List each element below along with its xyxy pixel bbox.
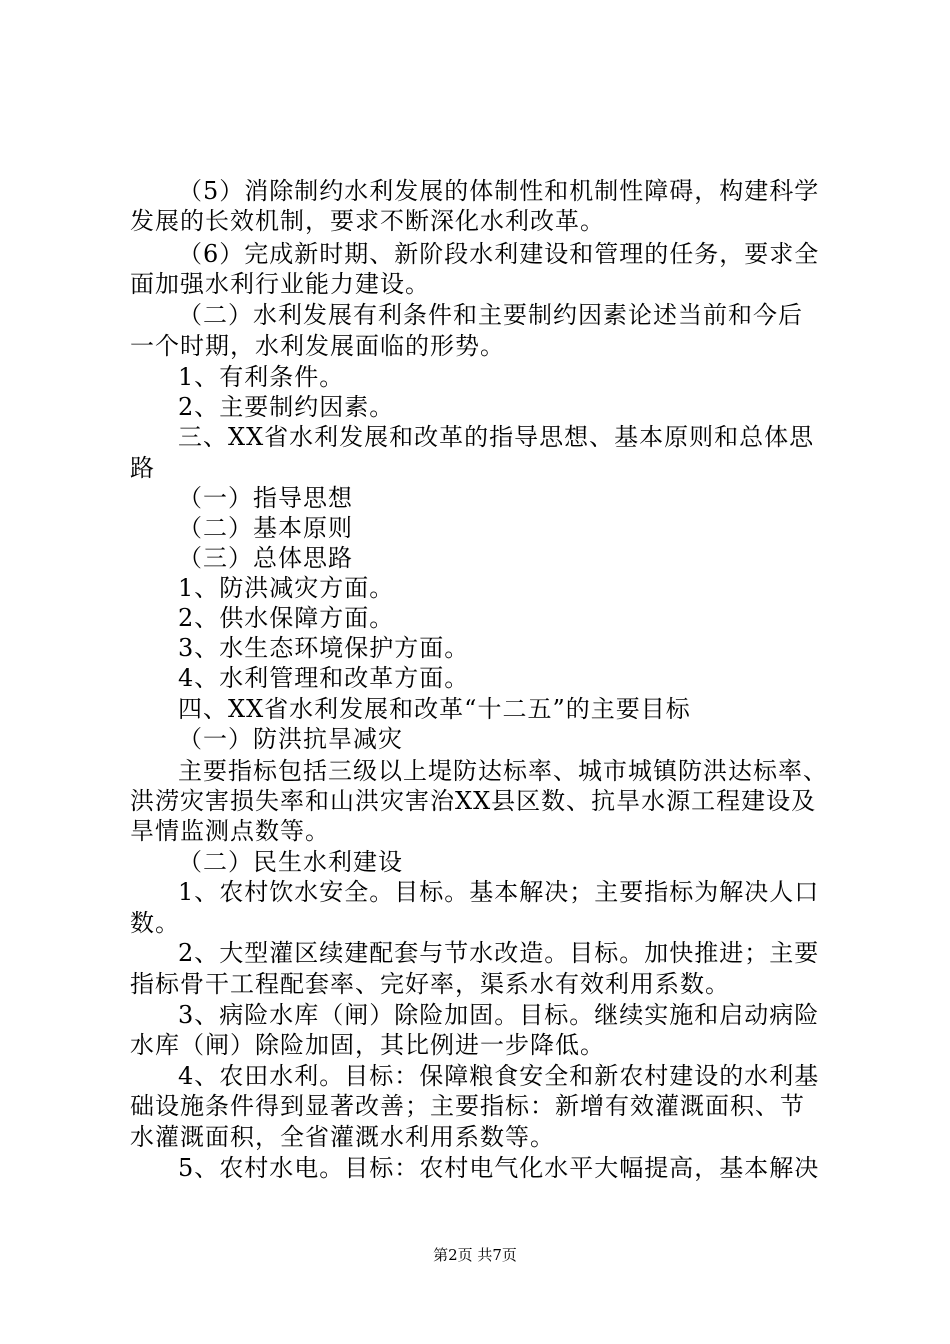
text-line: 水灌溉面积，全省灌溉水利用系数等。 [130, 1123, 555, 1151]
text-line: 5、农村水电。目标：农村电气化水平大幅提高，基本解决 [178, 1154, 820, 1182]
text-line: （二）民生水利建设 [178, 848, 403, 876]
text-line: 三、XX省水利发展和改革的指导思想、基本原则和总体思 [178, 423, 815, 451]
text-line: （一）防洪抗旱减灾 [178, 725, 403, 753]
text-line: 2、大型灌区续建配套与节水改造。目标。加快推进；主要 [178, 939, 820, 967]
page-number-footer: 第2页 共7页 [433, 1246, 517, 1264]
text-line: 数。 [130, 909, 180, 937]
text-line: 1、农村饮水安全。目标。基本解决；主要指标为解决人口 [178, 878, 820, 906]
text-line: 发展的长效机制，要求不断深化水利改革。 [130, 207, 605, 235]
text-line: 3、水生态环境保护方面。 [178, 634, 470, 662]
text-line: 水库（闸）除险加固，其比例进一步降低。 [130, 1031, 605, 1059]
text-line: 2、主要制约因素。 [178, 393, 395, 421]
text-line: （5）消除制约水利发展的体制性和机制性障碍，构建科学 [178, 177, 820, 205]
text-line: 四、XX省水利发展和改革“十二五”的主要目标 [178, 695, 691, 723]
text-line: 路 [130, 454, 155, 482]
text-line: （6）完成新时期、新阶段水利建设和管理的任务，要求全 [178, 240, 820, 268]
text-line: （二）基本原则 [178, 514, 353, 542]
text-line: 主要指标包括三级以上堤防达标率、城市城镇防洪达标率、 [178, 757, 828, 785]
text-line: （一）指导思想 [178, 484, 353, 512]
text-line: 3、病险水库（闸）除险加固。目标。继续实施和启动病险 [178, 1001, 820, 1029]
text-line: 指标骨干工程配套率、完好率，渠系水有效利用系数。 [130, 970, 730, 998]
text-line: 1、防洪减灾方面。 [178, 574, 395, 602]
text-line: 2、供水保障方面。 [178, 604, 395, 632]
text-line: 面加强水利行业能力建设。 [130, 270, 430, 298]
text-line: （二）水利发展有利条件和主要制约因素论述当前和今后 [178, 301, 803, 329]
text-line: （三）总体思路 [178, 544, 353, 572]
text-line: 1、有利条件。 [178, 363, 345, 391]
text-line: 旱情监测点数等。 [130, 817, 330, 845]
text-line: 洪涝灾害损失率和山洪灾害治XX县区数、抗旱水源工程建设及 [130, 787, 817, 815]
text-line: 4、水利管理和改革方面。 [178, 664, 470, 692]
text-line: 4、农田水利。目标：保障粮食安全和新农村建设的水利基 [178, 1062, 820, 1090]
text-line: 础设施条件得到显著改善；主要指标：新增有效灌溉面积、节 [130, 1092, 805, 1120]
text-line: 一个时期，水利发展面临的形势。 [130, 332, 505, 360]
